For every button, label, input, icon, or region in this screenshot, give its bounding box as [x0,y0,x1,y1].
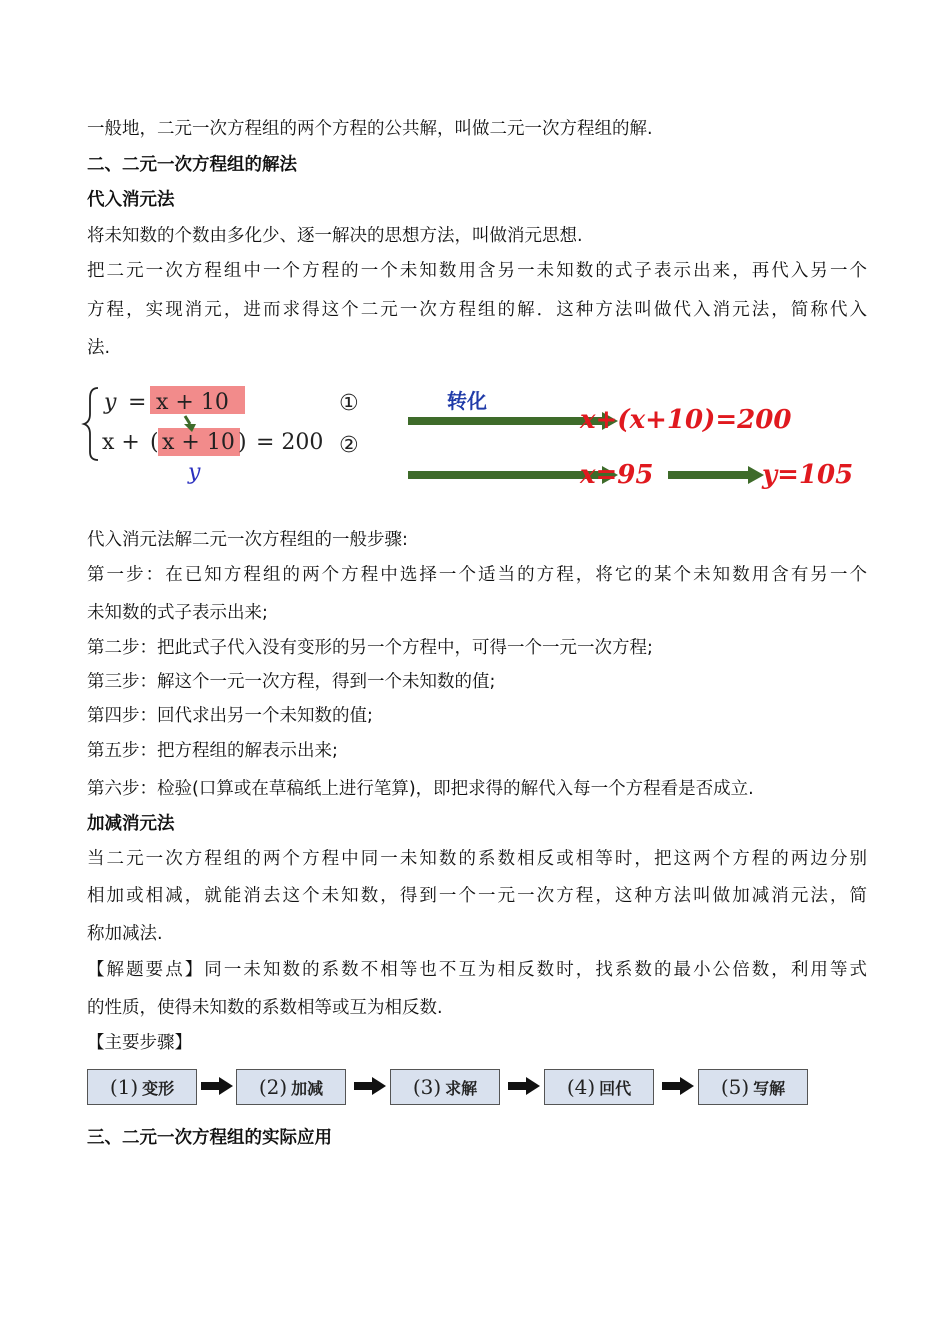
paragraph-solution-definition: 一般地，二元一次方程组的两个方程的公共解，叫做二元一次方程组的解. [87,119,653,139]
flow-step-4-label: 回代 [599,1078,632,1098]
step-1-line1: 第一步：在已知方程组的两个方程中选择一个适当的方程，将它的某个未知数用含有另一个 [87,565,867,585]
transform-arrow-shaft [408,417,604,425]
step-1-line2: 未知数的式子表示出来; [87,603,268,623]
eq1-number: ① [339,391,359,416]
solve-arrow-shaft [668,471,750,479]
step-6: 第六步：检验(口算或在草稿纸上进行笔算)，即把求得的解代入每一个方程看是否成立. [87,779,754,799]
flow-step-5-num: (5) [720,1075,750,1099]
substitution-diagram [80,376,870,496]
subheading-substitution: 代入消元法 [87,190,175,210]
flow-step-1-num: (1) [109,1075,139,1099]
paragraph-substitution-line3: 法. [87,338,111,358]
flow-arrow-3-icon [508,1077,540,1095]
result-y-value: y=105 [762,460,854,490]
flow-step-3 [390,1069,500,1105]
eq1-lhs: y [104,390,117,415]
eq2-paren-close: ) [238,430,247,455]
eq2-paren-open: ( [150,430,159,455]
eq2-lhs: x + [102,430,140,455]
substitution-arrow-icon [185,416,190,424]
system-brace [84,388,98,460]
result-x-value: x=95 [580,460,654,490]
flow-arrow-1-icon [201,1077,233,1095]
flow-step-2-label: 加减 [291,1078,324,1098]
addsub-line3: 称加减法. [87,924,163,944]
result-arrow-shaft [408,471,604,479]
addsub-line1: 当二元一次方程组的两个方程中同一未知数的系数相反或相等时，把这两个方程的两边分别 [87,849,867,869]
main-steps-label: 【主要步骤】 [87,1033,192,1053]
steps-intro: 代入消元法解二元一次方程组的一般步骤: [87,530,408,550]
eq2-rhs: = 200 [256,430,324,455]
transform-label: 转化 [447,389,487,413]
substitute-label: y [188,460,201,485]
eq2-number: ② [339,433,359,458]
step-2: 第二步：把此式子代入没有变形的另一个方程中，可得一个一元一次方程; [87,638,653,658]
tip-line2: 的性质，使得未知数的系数相等或互为相反数. [87,998,443,1018]
flow-step-2-num: (2) [258,1075,288,1099]
paragraph-substitution-line1: 把二元一次方程组中一个方程的一个未知数用含另一未知数的式子表示出来，再代入另一个 [87,261,867,281]
eq2-substituted: x + 10 [162,430,235,455]
section-heading-methods: 二、二元一次方程组的解法 [87,155,297,175]
paragraph-substitution-line2: 方程，实现消元，进而求得这个二元一次方程组的解．这种方法叫做代入消元法，简称代入 [87,300,867,320]
addsub-line2: 相加或相减，就能消去这个未知数，得到一个一元一次方程，这种方法叫做加减消元法，简 [87,886,867,906]
flow-step-2 [236,1069,346,1105]
step-3: 第三步：解这个一元一次方程，得到一个未知数的值; [87,672,496,692]
step-5: 第五步：把方程组的解表示出来; [87,741,338,761]
result-equation: x+(x+10)=200 [580,405,792,435]
flow-step-5-label: 写解 [753,1078,786,1098]
flow-arrow-4-icon [662,1077,694,1095]
section-heading-applications: 三、二元一次方程组的实际应用 [87,1128,332,1148]
flow-arrow-2-icon [354,1077,386,1095]
paragraph-elimination-idea: 将未知数的个数由多化少、逐一解决的思想方法，叫做消元思想. [87,226,583,246]
flow-step-3-num: (3) [412,1075,442,1099]
flow-step-1 [87,1069,197,1105]
eq1-rhs: x + 10 [156,390,229,415]
flow-step-4 [544,1069,654,1105]
tip-line1: 【解题要点】同一未知数的系数不相等也不互为相反数时，找系数的最小公倍数，利用等式 [87,960,867,980]
eq1-equals: = [128,390,147,415]
step-4: 第四步：回代求出另一个未知数的值; [87,706,373,726]
flow-step-5 [698,1069,808,1105]
flow-step-4-num: (4) [566,1075,596,1099]
flow-step-3-label: 求解 [445,1078,478,1098]
flow-step-1-label: 变形 [142,1078,175,1098]
subheading-addition-subtraction: 加减消元法 [87,814,175,834]
